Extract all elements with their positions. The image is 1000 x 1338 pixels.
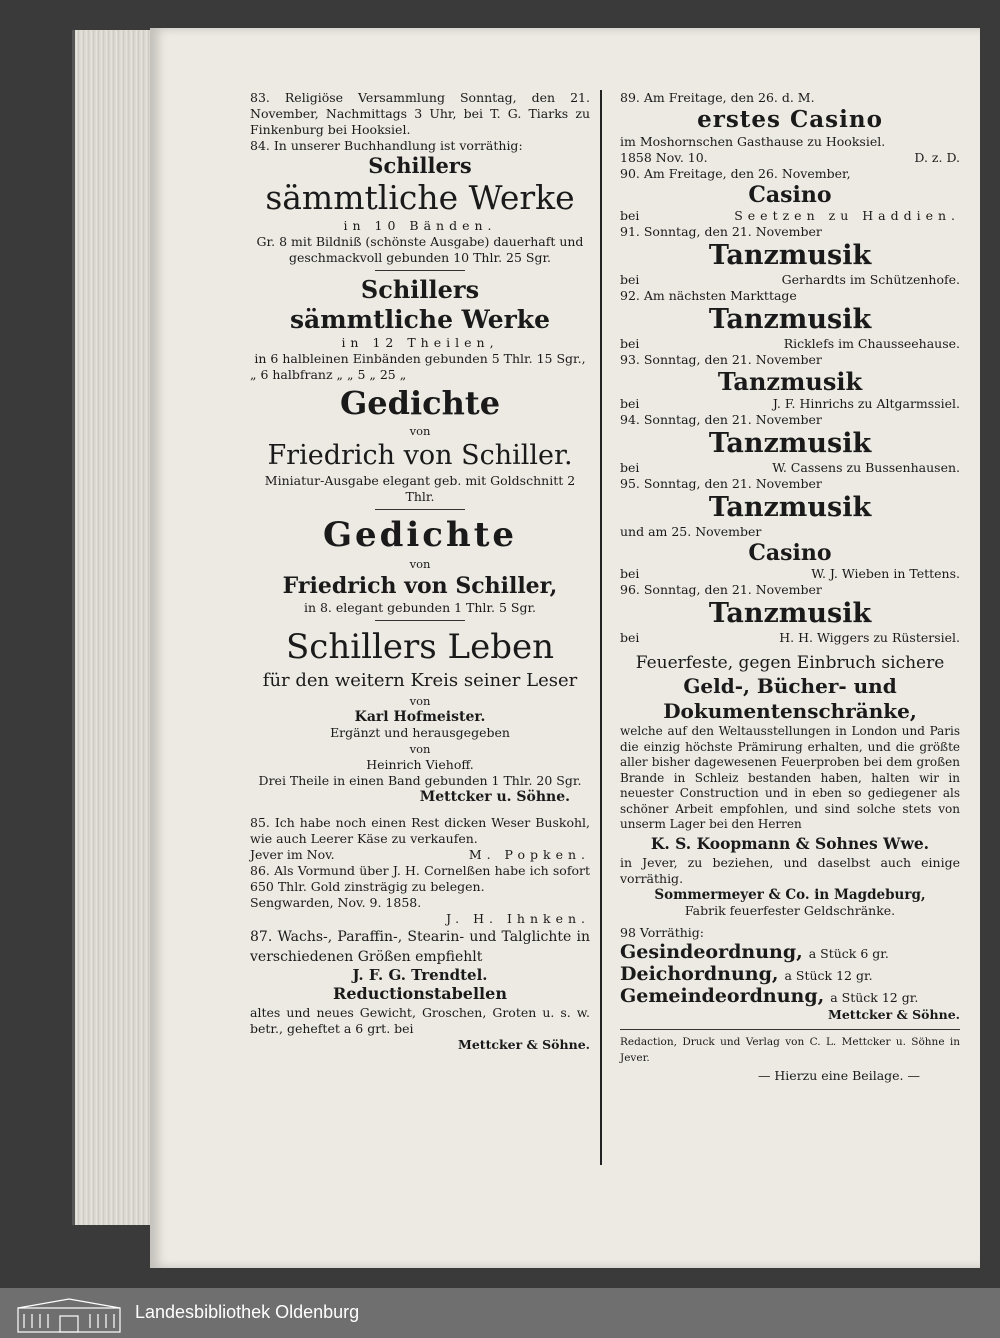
notice-96-host: H. H. Wiggers zu Rüstersiel. [779,630,960,645]
notice-95-host: W. J. Wieben in Tettens. [811,566,960,581]
imprint: Redaction, Druck und Verlag von C. L. Mettcker u. Söhne in Jever. [620,1035,960,1064]
notice-91-host: Gerhardts im Schützenhofe. [781,272,960,287]
left-column [250,90,590,1053]
notice-94-title: Tanzmusik [708,428,872,459]
notice-97-jever: in Jever, zu beziehen, und daselbst auch einige vorräthig. [620,854,960,886]
notice-98: 98 Vorräthig: [620,924,704,940]
notice-95-date: und am 25. November [620,524,762,539]
signature-mettcker-2: Mettcker & Söhne. [458,1037,590,1052]
ad-schillers-2: Schillers [360,275,480,304]
notice-85-signer: M. Popken. [468,847,590,862]
ad-schillers-1: Schillers [368,153,472,178]
notice-93: 93. Sonntag, den 21. November [620,352,822,367]
notice-91-footer [620,272,960,288]
notice-88-title: Reductionstabellen [333,984,507,1003]
notice-89-date: 1858 Nov. 10. [620,150,708,165]
ad-10-baende: in 10 Bänden. [343,218,497,233]
notice-92: 92. Am nächsten Markttage [620,288,797,303]
notice-89-footer [620,150,960,166]
notice-98-price: a Stück 6 gr. [808,945,889,961]
notice-92-title: Tanzmusik [708,304,872,335]
rule [375,270,465,271]
notice-98-title: Deichordnung, [620,962,779,985]
notice-95-footer [620,566,960,582]
ad-price-2b: „ 6 halbfranz „ „ 5 „ 25 „ [250,367,407,382]
ad-von-1: von [409,424,431,438]
ad-werke-2: sämmtliche Werke [289,305,551,334]
notice-96-title: Tanzmusik [708,598,872,629]
bei-label: bei [620,460,640,475]
notice-95-title: Tanzmusik [708,492,872,523]
notice-98-item [620,963,960,985]
notice-96-footer [620,630,960,646]
notice-98-item [620,941,960,963]
column-divider [600,90,602,1165]
rule [375,509,465,510]
notice-93-footer [620,396,960,412]
ad-hofmeister: Karl Hofmeister. [354,709,486,725]
notice-95: 95. Sonntag, den 21. November [620,476,822,491]
ad-friedrich-1: Friedrich von Schiller. [267,440,573,471]
rule [375,620,465,621]
imprint-rule [620,1029,960,1030]
notice-97-body: welche auf den Weltausstellungen in London und Paris die einzig höchste Prämirung erhalten, und die größte aller bisher dagewesenen Feuerproben bei dem großen Brande in Schleiz bestanden haben, halten wir in neuester Construction und in eben so gediegener als schöner Arbeit empfohlen, und sind solche stets von unserm Lager bei den Herren [620,724,960,831]
beilage-note: — Hierzu eine Beilage. — [757,1067,920,1083]
bei-label: bei [620,630,640,645]
notice-96: 96. Sonntag, den 21. November [620,582,822,597]
ad-schillers-leben: Schillers Leben [286,627,554,667]
notice-94-footer [620,460,960,476]
ad-friedrich-2: Friedrich von Schiller, [282,573,558,599]
notice-94-host: W. Cassens zu Bussenhausen. [772,460,960,475]
bei-label: bei [620,396,640,411]
notice-87-signer: J. F. G. Trendtel. [352,966,488,984]
notice-97-dealer: K. S. Koopmann & Sohnes Wwe. [650,833,930,853]
ad-12-theilen: in 12 Theilen, [341,335,499,350]
notice-93-host: J. F. Hinrichs zu Altgarmssiel. [772,396,960,411]
ad-price-2a: in 6 halbleinen Einbänden gebunden 5 Thlr. 15 Sgr., [254,351,586,366]
notice-90-title: Casino [748,182,832,208]
notice-91: 91. Sonntag, den 21. November [620,224,822,239]
signature-mettcker-1: Mettcker u. Söhne. [419,789,570,805]
bei-label: bei [620,566,640,581]
bei-label: bei [620,208,640,223]
right-column [620,90,960,1084]
ad-von-3: von [409,694,431,708]
notice-93-title: Tanzmusik [717,367,863,396]
notice-85-place: Jever im Nov. [250,847,335,862]
notice-90-host: Seetzen zu Haddien. [734,208,960,223]
ad-price-5: Drei Theile in einen Band gebunden 1 Thlr. 20 Sgr. [258,773,582,788]
ad-miniatur: Miniatur-Ausgabe elegant geb. mit Goldschnitt 2 Thlr. [264,473,576,504]
library-name: Landesbibliothek Oldenburg [135,1302,360,1322]
notice-89-sign: D. z. D. [914,150,960,165]
notice-90: 90. Am Freitage, den 26. November, [620,166,851,181]
notice-88: altes und neues Gewicht, Groschen, Groten u. s. w. betr., geheftet a 6 grt. bei [250,1005,590,1036]
bei-label: bei [620,272,640,287]
notice-98-title: Gesindeordnung, [620,940,803,963]
ad-ergaenzt: Ergänzt und herausgegeben [330,725,510,740]
notice-94: 94. Sonntag, den 21. November [620,412,822,427]
notice-86-signer: J. H. Ihnken. [446,911,590,926]
notice-87: 87. Wachs-, Paraffin-, Stearin- und Talglichte in verschiedenen Größen empfiehlt [250,929,590,965]
notice-92-host: Ricklefs im Chausseehause. [783,336,960,351]
notice-95-casino: Casino [748,540,832,566]
ad-von-2: von [409,557,431,571]
notice-98-price: a Stück 12 gr. [784,967,873,983]
ad-von-4: von [409,742,431,756]
notice-89: 89. Am Freitage, den 26. d. M. [620,90,815,105]
ad-price-1: Gr. 8 mit Bildniß (schönste Ausgabe) dauerhaft und geschmackvoll gebunden 10 Thlr. 25 Sgr. [256,234,584,265]
notice-98-price: a Stück 12 gr. [830,989,919,1005]
library-building-icon [14,1296,124,1334]
notice-83: 83. Religiöse Versammlung Sonntag, den 21. November, Nachmittags 3 Uhr, bei T. G. Tiarks zu Finkenburg bei Hooksiel. [250,90,590,137]
signature-mettcker-3: Mettcker & Söhne. [828,1006,960,1022]
notice-90-footer [620,208,960,224]
notice-85: 85. Ich habe noch einen Rest dicken Weser Buskohl, wie auch Leerer Käse zu verkaufen. [250,815,590,846]
ad-price-4: in 8. elegant gebunden 1 Thlr. 5 Sgr. [303,600,537,615]
notice-98-title: Gemeindeordnung, [620,984,825,1007]
notice-89-place: im Moshornschen Gasthause zu Hooksiel. [620,134,886,149]
ad-viehoff: Heinrich Viehoff. [366,757,474,772]
notice-84: 84. In unserer Buchhandlung ist vorräthig: [250,138,523,153]
notice-97-maker: Sommermeyer & Co. in Magdeburg, [654,886,926,903]
notice-91-title: Tanzmusik [708,240,872,271]
notice-89-title: erstes Casino [697,106,883,133]
notice-97-fabrik: Fabrik feuerfester Geldschränke. [684,902,896,918]
ad-gedichte-2: Gedichte [322,515,518,555]
notice-97-title: Geld-, Bücher- und Dokumentenschränke, [663,674,917,723]
notice-86: 86. Als Vormund über J. H. Cornelßen habe ich sofort 650 Thlr. Gold zinsträgig zu belegen. [250,863,590,894]
notice-97-head: Feuerfeste, gegen Einbruch sichere [635,653,945,673]
ad-gedichte-1: Gedichte [339,384,501,422]
bei-label: bei [620,336,640,351]
notice-86-date: Sengwarden, Nov. 9. 1858. [250,895,422,910]
ad-kreis: für den weitern Kreis seiner Leser [262,670,578,691]
ad-werke-1: sämmtliche Werke [265,178,575,217]
notice-92-footer [620,336,960,352]
notice-85-footer [250,847,590,863]
notice-98-item [620,985,960,1007]
